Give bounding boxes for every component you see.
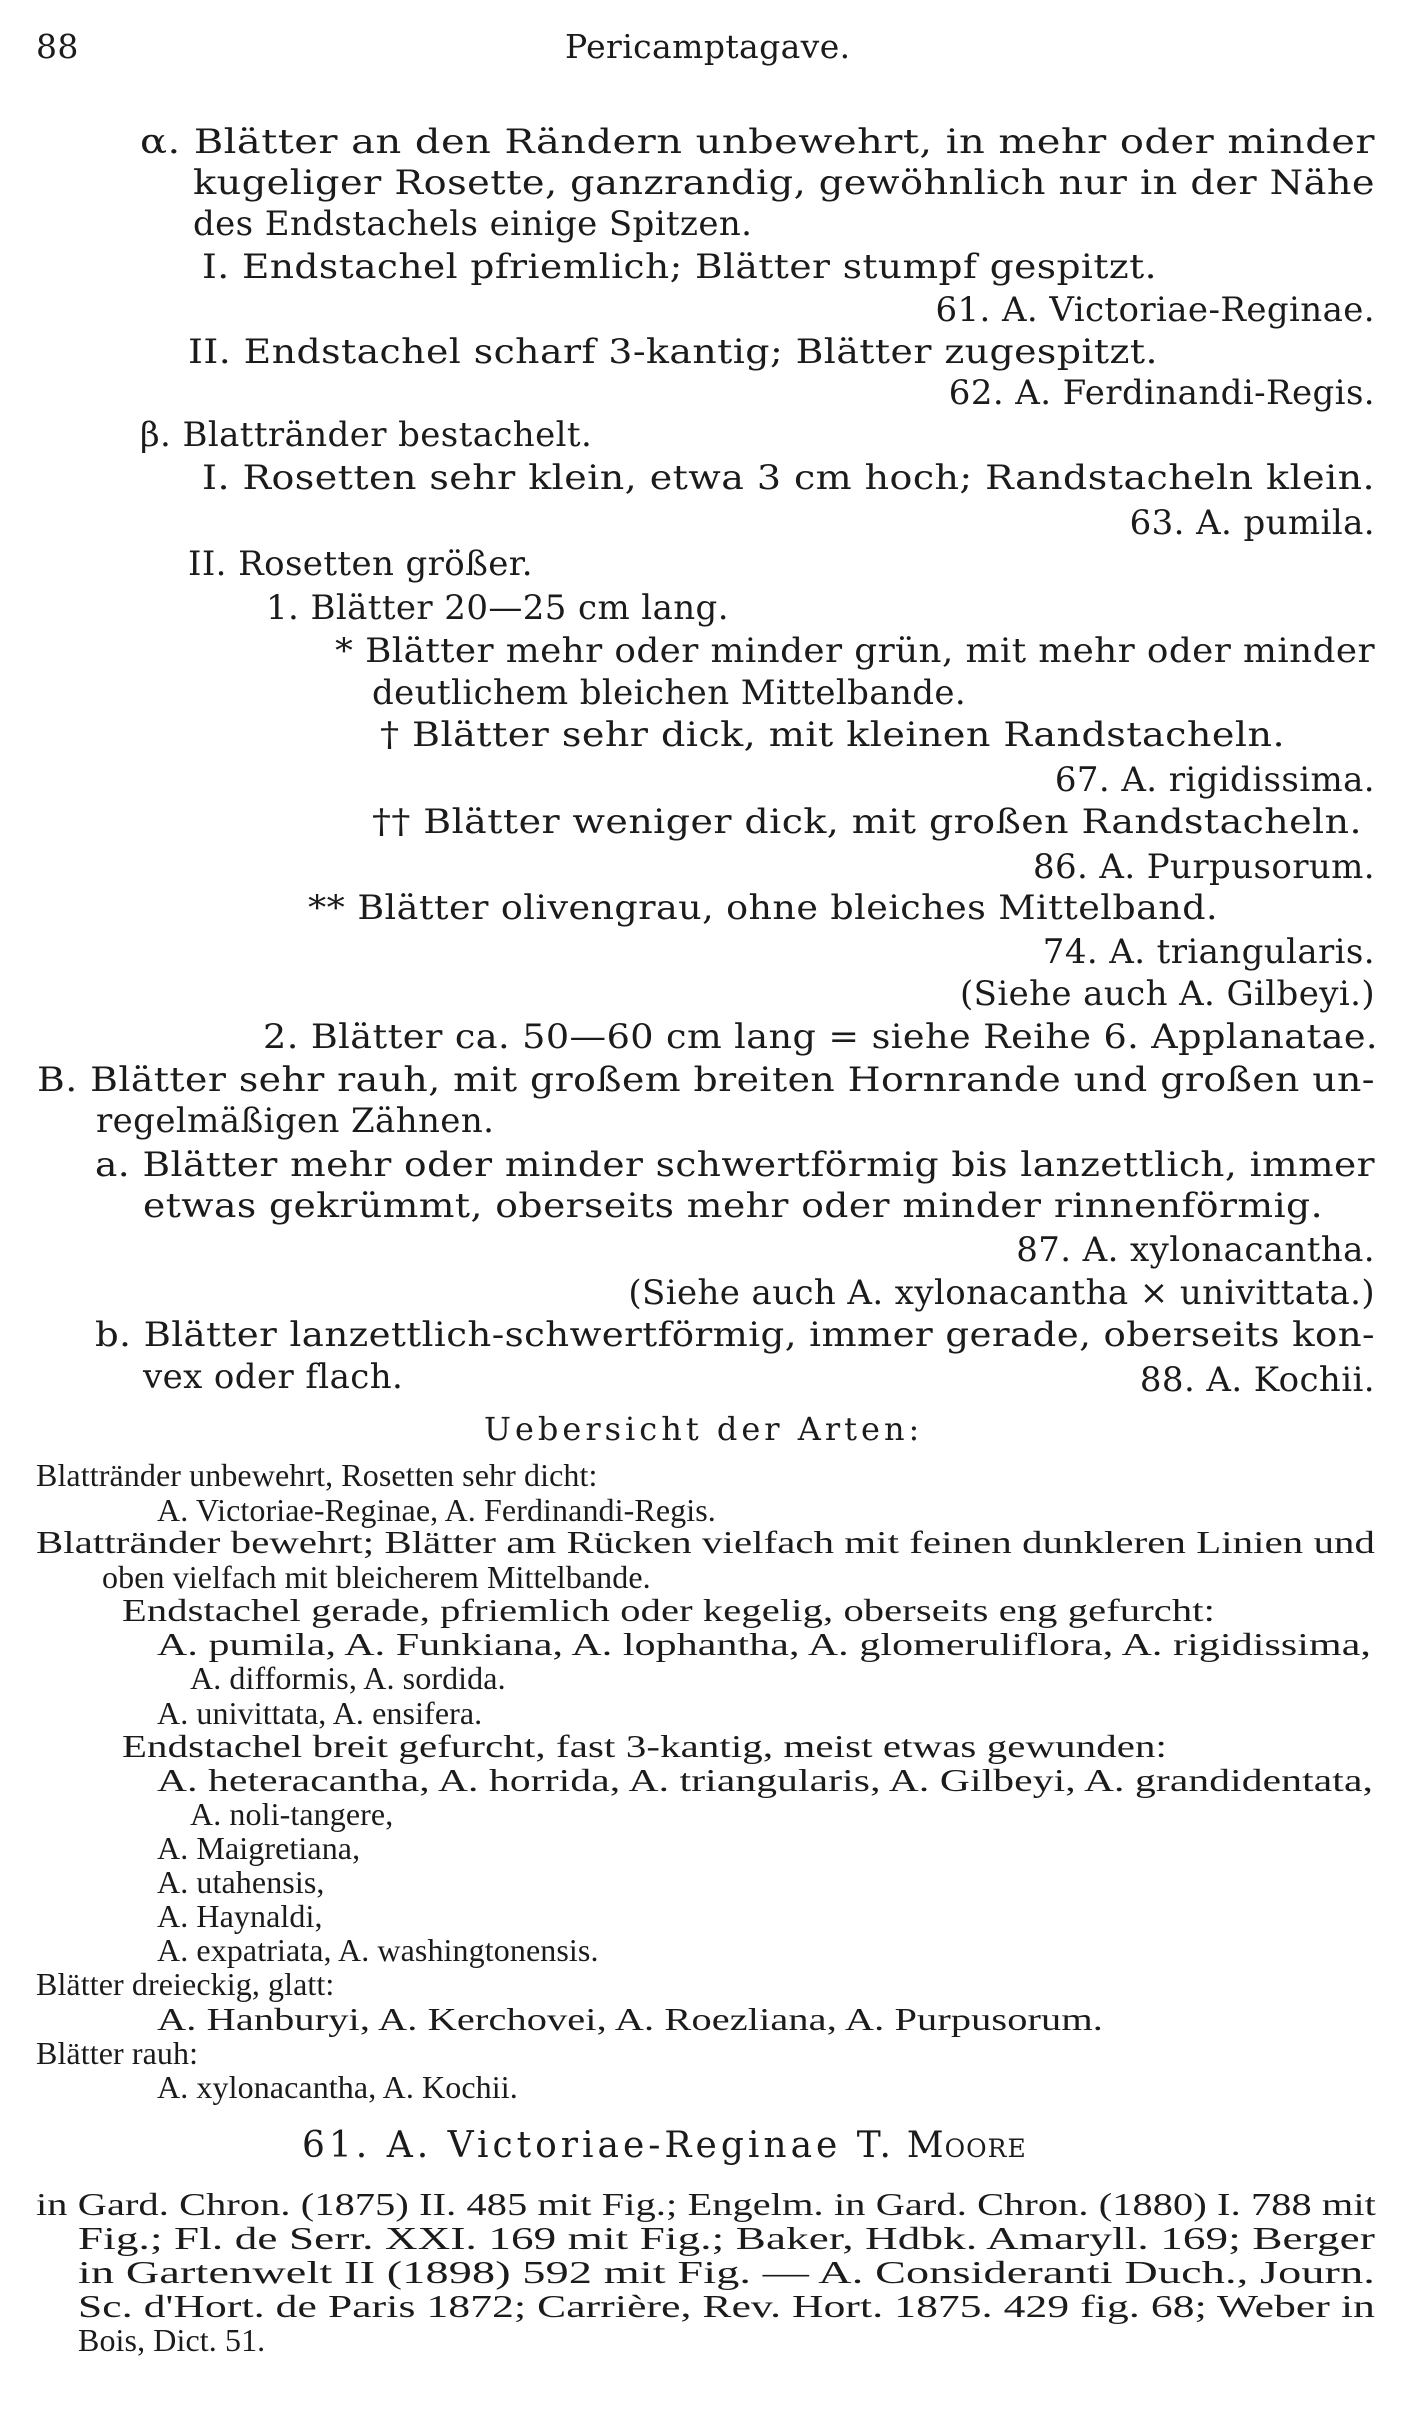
key-line: 61. A. Victoriae-Reginae. xyxy=(935,290,1375,330)
key-line: 88. A. Kochii. xyxy=(1139,1360,1375,1400)
species-heading xyxy=(302,2125,1027,2166)
key-line: regelmäßigen Zähnen. xyxy=(96,1101,495,1141)
key-line: 1. Blätter 20—25 cm lang. xyxy=(266,588,729,628)
overview-line: A. pumila, A. Funkiana, A. lophantha, A. glomeruliflora, A. rigidissima, xyxy=(157,1626,1371,1662)
key-line: β. Blattränder bestachelt. xyxy=(140,415,593,455)
overview-line: Blätter dreieckig, glatt: xyxy=(36,1966,335,2002)
overview-line: Blattränder unbewehrt, Rosetten sehr dicht: xyxy=(36,1457,598,1493)
key-line: †† Blätter weniger dick, mit großen Randstacheln. xyxy=(372,802,1362,842)
key-line: II. Endstachel scharf 3-kantig; Blätter zugespitzt. xyxy=(188,332,1158,372)
key-line: 2. Blätter ca. 50—60 cm lang = siehe Reihe 6. Applanatae. xyxy=(263,1017,1378,1057)
key-line: a. Blätter mehr oder minder schwertförmig bis lanzettlich, immer xyxy=(95,1145,1375,1185)
overview-line: A. heteracantha, A. horrida, A. triangularis, A. Gilbeyi, A. grandidentata, xyxy=(157,1762,1373,1798)
key-line: des Endstachels einige Spitzen. xyxy=(193,204,753,244)
species-heading-name: 61. A. Victoriae-Reginae T. xyxy=(302,2125,895,2166)
key-line: (Siehe auch A. Gilbeyi.) xyxy=(959,974,1375,1014)
key-line: * Blätter mehr oder minder grün, mit mehr oder minder xyxy=(335,631,1375,671)
overview-line: A. Haynaldi, xyxy=(157,1898,323,1934)
overview-line: oben vielfach mit bleicherem Mittelbande. xyxy=(102,1559,651,1595)
key-line: (Siehe auch A. xylonacantha × univittata.) xyxy=(628,1273,1375,1313)
key-line: 87. A. xylonacantha. xyxy=(1016,1230,1375,1270)
key-line: kugeliger Rosette, ganzrandig, gewöhnlich nur in der Nähe xyxy=(193,163,1375,203)
key-line: † Blätter sehr dick, mit kleinen Randstacheln. xyxy=(380,715,1285,755)
overview-line: Endstachel gerade, pfriemlich oder kegelig, oberseits eng gefurcht: xyxy=(122,1592,1215,1628)
overview-line: A. expatriata, A. washingtonensis. xyxy=(157,1932,599,1968)
overview-line: A. xylonacantha, A. Kochii. xyxy=(157,2069,518,2105)
key-line: 86. A. Purpusorum. xyxy=(1032,847,1375,887)
key-line: deutlichem bleichen Mittelbande. xyxy=(372,673,967,713)
citation-line: Sc. d'Hort. de Paris 1872; Carrière, Rev. Hort. 1875. 429 fig. 68; Weber in xyxy=(78,2288,1375,2324)
page-number: 88 xyxy=(36,27,79,66)
citation-line: Fig.; Fl. de Serr. XXI. 169 mit Fig.; Baker, Hdbk. Amaryll. 169; Berger xyxy=(78,2220,1375,2256)
key-line: ** Blätter olivengrau, ohne bleiches Mittelband. xyxy=(308,888,1218,928)
key-line: II. Rosetten größer. xyxy=(188,544,533,584)
running-title: Pericamptagave. xyxy=(565,27,851,66)
overview-line: Blätter rauh: xyxy=(36,2035,199,2071)
key-line: α. Blätter an den Rändern unbewehrt, in mehr oder minder xyxy=(140,122,1375,162)
overview-line: A. noli-tangere, xyxy=(190,1796,394,1832)
key-line: B. Blätter sehr rauh, mit großem breiten Hornrande und großen un- xyxy=(37,1060,1375,1100)
key-line: 62. A. Ferdinandi-Regis. xyxy=(948,373,1375,413)
citation-line: Bois, Dict. 51. xyxy=(78,2322,266,2358)
key-line: I. Endstachel pfriemlich; Blätter stumpf gespitzt. xyxy=(202,247,1157,287)
citation-line: in Gartenwelt II (1898) 592 mit Fig. — A. Consideranti Duch., Journ. xyxy=(78,2254,1375,2290)
key-line: vex oder flach. xyxy=(143,1357,404,1397)
key-line: etwas gekrümmt, oberseits mehr oder minder rinnenförmig. xyxy=(143,1186,1323,1226)
overview-line: A. Hanburyi, A. Kerchovei, A. Roezliana, A. Purpusorum. xyxy=(157,2001,1103,2037)
key-line: I. Rosetten sehr klein, etwa 3 cm hoch; Randstacheln klein. xyxy=(202,458,1375,498)
overview-title: Uebersicht der Arten: xyxy=(484,1410,924,1448)
overview-line: A. univittata, A. ensifera. xyxy=(157,1695,483,1731)
overview-line: Endstachel breit gefurcht, fast 3-kantig, meist etwas gewunden: xyxy=(122,1728,1167,1764)
overview-line: A. Victoriae-Reginae, A. Ferdinandi-Regis. xyxy=(157,1492,716,1528)
citation-line: in Gard. Chron. (1875) II. 485 mit Fig.; Engelm. in Gard. Chron. (1880) I. 788 mit xyxy=(36,2186,1376,2222)
key-line: 63. A. pumila. xyxy=(1129,503,1375,543)
overview-line: A. Maigretiana, xyxy=(157,1830,361,1866)
species-heading-author: Moore xyxy=(906,2125,1027,2166)
overview-line: Blattränder bewehrt; Blätter am Rücken vielfach mit feinen dunkleren Linien und xyxy=(36,1524,1375,1560)
key-line: 67. A. rigidissima. xyxy=(1054,760,1375,800)
key-line: 74. A. triangularis. xyxy=(1042,932,1375,972)
overview-line: A. difformis, A. sordida. xyxy=(190,1660,506,1696)
overview-line: A. utahensis, xyxy=(157,1864,325,1900)
key-line: b. Blätter lanzettlich-schwertförmig, immer gerade, oberseits kon- xyxy=(95,1315,1375,1355)
